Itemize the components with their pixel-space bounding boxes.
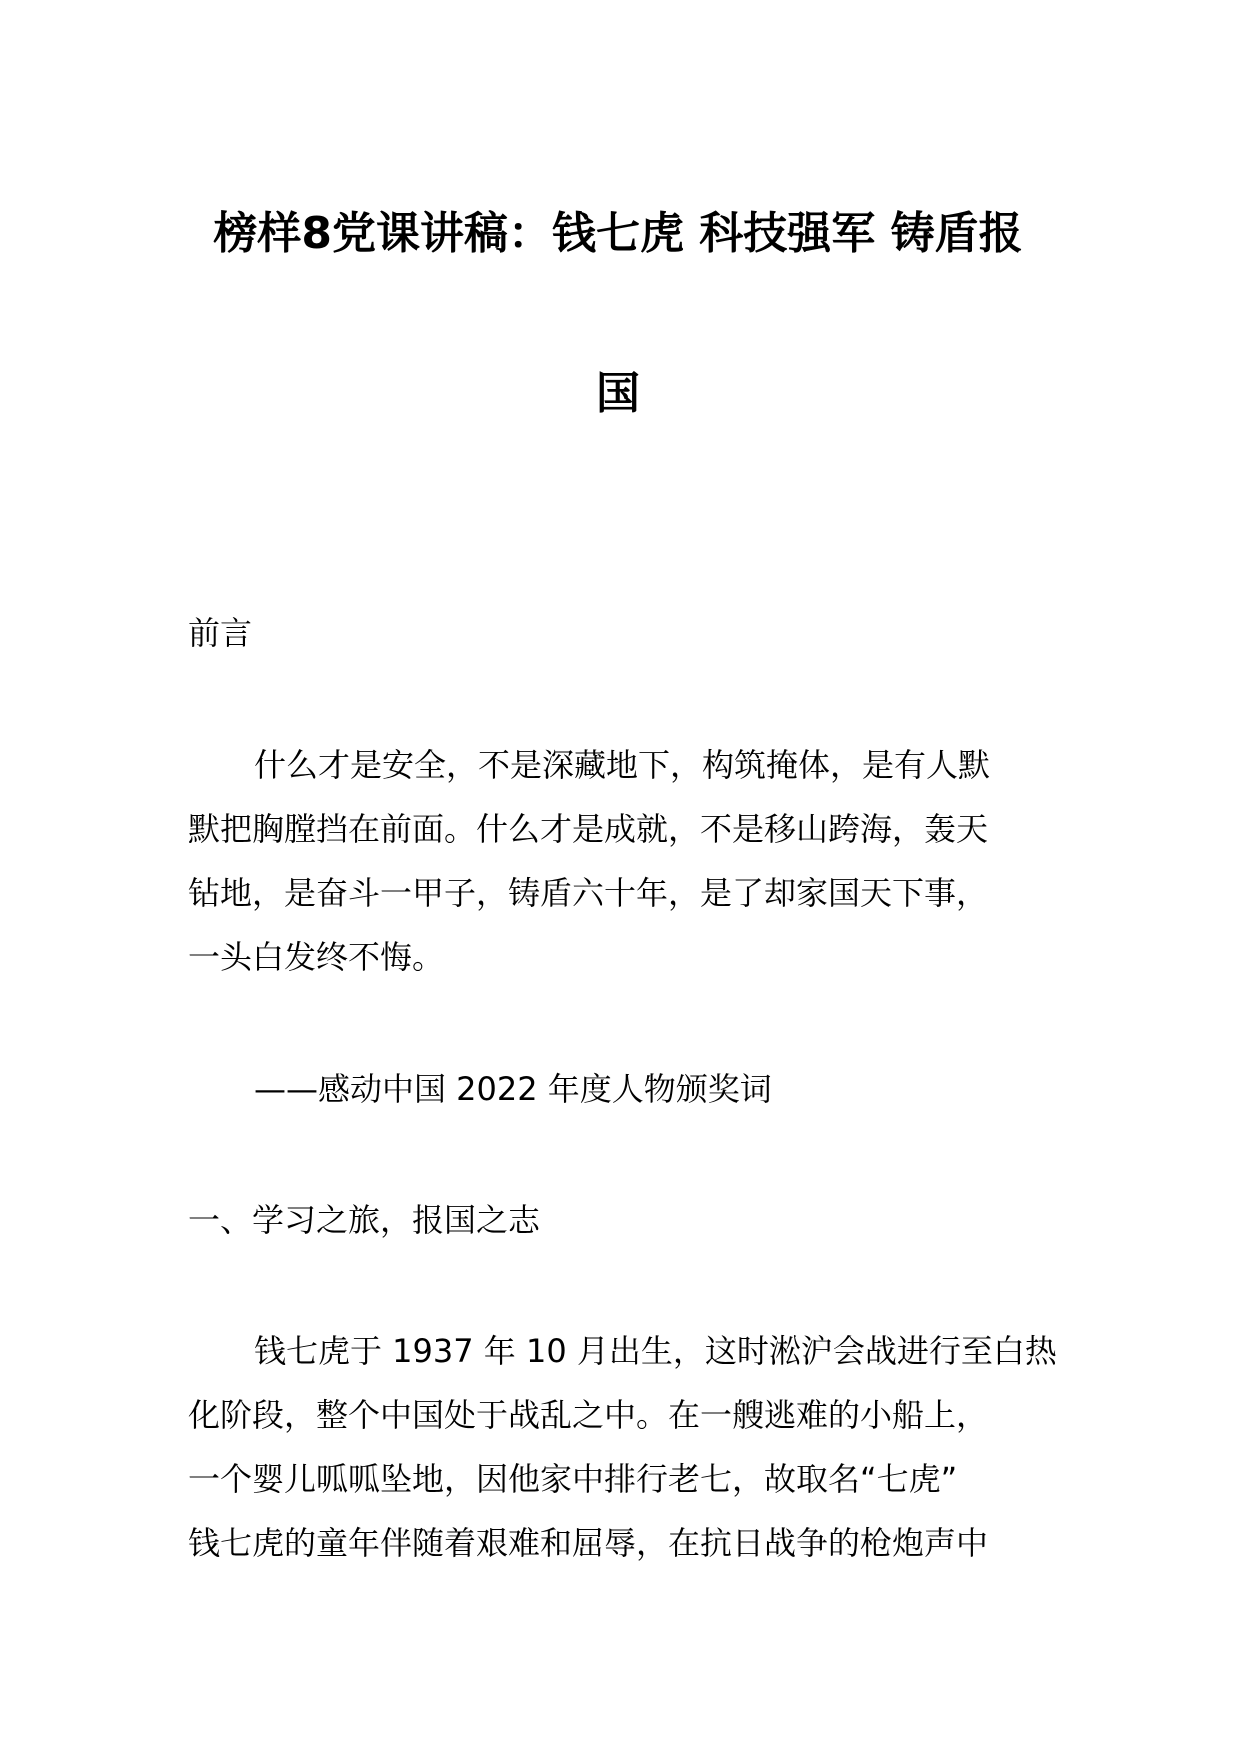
award-attribution: ——感动中国 2022 年度人物颁奖词 [254, 1070, 772, 1108]
section-1-line: 一个婴儿呱呱坠地，因他家中排行老七，故取名“七虎” [188, 1460, 958, 1498]
section-1-line: 钱七虎于 1937 年 10 月出生，这时淞沪会战进行至白热 [254, 1332, 1057, 1370]
preface-line: 钻地，是奋斗一甲子，铸盾六十年，是了却家国天下事， [188, 874, 989, 912]
section-1-heading: 一、学习之旅，报国之志 [188, 1201, 541, 1239]
document-title-line-1: 榜样8党课讲稿：钱七虎 科技强军 铸盾报 [213, 208, 1023, 259]
preface-paragraph [188, 733, 1050, 989]
preface-heading: 前言 [188, 614, 253, 652]
section-1-paragraph [188, 1319, 1057, 1575]
preface-line: 什么才是安全，不是深藏地下，构筑掩体，是有人默 [254, 746, 991, 784]
document-title-line-2: 国 [596, 368, 640, 419]
section-1-line: 钱七虎的童年伴随着艰难和屈辱，在抗日战争的枪炮声中 [188, 1524, 989, 1562]
section-1-line: 化阶段，整个中国处于战乱之中。在一艘逃难的小船上， [188, 1396, 989, 1434]
preface-line: 默把胸膛挡在前面。什么才是成就，不是移山跨海，轰天 [188, 810, 989, 848]
preface-line: 一头白发终不悔。 [188, 938, 445, 976]
